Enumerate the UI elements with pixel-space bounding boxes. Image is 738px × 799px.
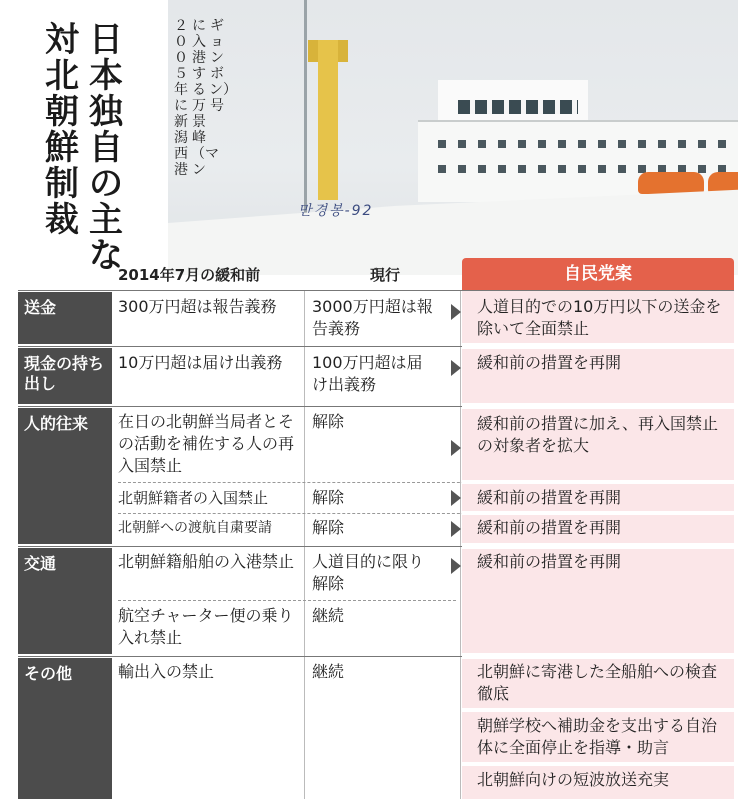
category-other: その他 <box>18 658 112 799</box>
title-line: 対北朝鮮制裁 <box>45 20 79 240</box>
ldp-row-gap <box>462 511 734 515</box>
column-header-ldp: 自民党案 <box>462 258 734 290</box>
arrow-icon <box>451 304 461 320</box>
cell-people-ldp-1: 緩和前の措置に加え、再入国禁止の対象者を拡大 <box>477 414 718 455</box>
title-line: 日本独自の主な <box>89 20 123 276</box>
cell-cash-before: 10万円超は届け出義務 <box>118 353 283 372</box>
cell-remit-before: 300万円超は報告義務 <box>118 297 277 316</box>
ldp-row-gap <box>462 343 734 349</box>
photo-caption-line: ギョンボン）号 <box>209 18 237 114</box>
arrow-icon <box>451 360 461 376</box>
ldp-row-gap <box>462 653 734 659</box>
category-people: 人的往来 <box>18 408 112 544</box>
column-divider <box>304 290 305 799</box>
cell-traffic-current-2: 継続 <box>312 606 345 625</box>
arrow-icon <box>451 521 461 537</box>
cell-people-before-1: 在日の北朝鮮当局者とその活動を補佐する人の再入国禁止 <box>118 412 295 475</box>
cell-other-before: 輸出入の禁止 <box>118 662 215 681</box>
ship-photo <box>168 0 738 275</box>
ldp-row-gap <box>462 403 734 409</box>
ldp-row-gap <box>462 708 734 712</box>
cell-people-before-2: 北朝鮮籍者の入国禁止 <box>118 489 269 507</box>
cell-remit-current: 3000万円超は報告義務 <box>312 297 433 338</box>
ldp-row-gap <box>462 480 734 484</box>
cell-other-ldp-3: 北朝鮮向けの短波放送充実 <box>477 770 670 789</box>
cell-traffic-before-1: 北朝鮮籍船舶の入港禁止 <box>118 552 295 571</box>
cell-traffic-before-2: 航空チャーター便の乗り入れ禁止 <box>118 606 294 647</box>
cell-cash-ldp: 緩和前の措置を再開 <box>477 353 622 372</box>
page-title <box>42 22 126 274</box>
cell-other-ldp-1: 北朝鮮に寄港した全船舶への検査徹底 <box>477 662 718 703</box>
cell-people-ldp-2: 緩和前の措置を再開 <box>477 488 622 507</box>
cell-people-before-3: 北朝鮮への渡航自粛要請 <box>118 520 272 536</box>
column-header-before: 2014年7月の緩和前 <box>118 266 261 284</box>
ship-window-row <box>438 140 738 148</box>
cell-people-ldp-3: 緩和前の措置を再開 <box>477 518 622 537</box>
category-traffic: 交通 <box>18 548 112 654</box>
cell-cash-current: 100万円超は届け出義務 <box>312 353 423 394</box>
cell-other-current: 継続 <box>312 662 345 681</box>
ship-crane <box>318 40 338 200</box>
category-remit: 送金 <box>18 292 112 344</box>
lifeboat <box>638 172 704 194</box>
ldp-row-gap <box>462 543 734 549</box>
cell-traffic-current-1: 人道目的に限り解除 <box>312 552 425 593</box>
row-divider <box>18 290 734 291</box>
arrow-icon <box>451 440 461 456</box>
ldp-row-gap <box>462 762 734 766</box>
cell-other-ldp-2: 朝鮮学校へ補助金を支出する自治体に全面停止を指導・助言 <box>477 716 718 757</box>
photo-caption-line: ２００５年に新潟西港 <box>174 18 188 178</box>
ship-bridge-windows <box>458 100 578 114</box>
ship-name-marking: 만경봉-92 <box>298 203 374 219</box>
column-header-current: 現行 <box>369 266 400 284</box>
photo-caption <box>173 18 237 178</box>
cell-people-current-1: 解除 <box>312 412 345 431</box>
cell-remit-ldp: 人道目的での10万円以下の送金を除いて全面禁止 <box>477 297 722 338</box>
arrow-icon <box>451 558 461 574</box>
cell-traffic-ldp: 緩和前の措置を再開 <box>477 552 622 571</box>
cell-people-current-2: 解除 <box>312 488 345 507</box>
category-cash: 現金の持ち出し <box>18 348 112 404</box>
cell-people-current-3: 解除 <box>312 518 345 537</box>
sub-row-divider <box>118 600 456 601</box>
arrow-icon <box>451 490 461 506</box>
photo-caption-line: に入港する万景峰（マン <box>191 18 219 178</box>
